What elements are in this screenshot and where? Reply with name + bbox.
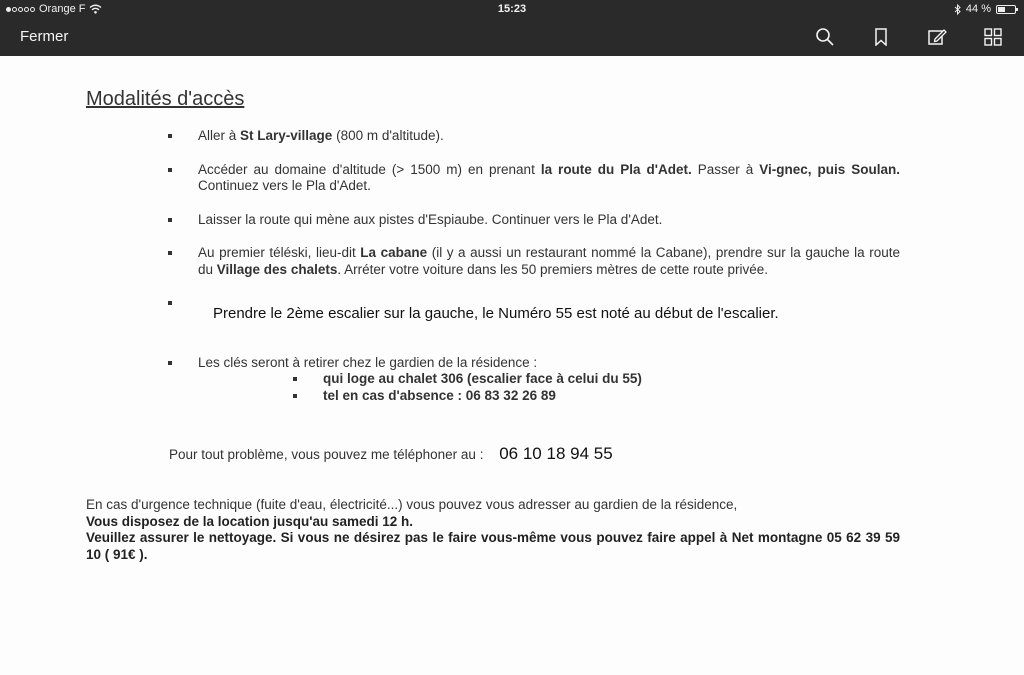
close-button[interactable]: Fermer [20, 28, 69, 45]
step-5-text: Prendre le 2ème escalier sur la gauche, le Numéro 55 est noté au début de l'escalier. [213, 305, 779, 322]
carrier-name: Orange F [39, 3, 86, 15]
step-4-bold: La cabane [360, 245, 428, 260]
step-6-text: Les clés seront à retirer chez le gardien de la résidence : [198, 354, 538, 370]
toolbar-actions [814, 26, 1004, 48]
battery-icon [996, 5, 1016, 14]
steps-list [168, 128, 900, 421]
keys-sublist [198, 371, 900, 404]
bluetooth-icon [954, 4, 961, 15]
footer-notes [86, 497, 900, 563]
edit-icon[interactable] [926, 26, 948, 48]
contact-phone-number: 06 10 18 94 55 [499, 444, 613, 463]
document-page [0, 56, 1024, 675]
contact-line [169, 444, 613, 464]
step-2-text-end: Continuez vers le Pla d'Adet. [198, 178, 371, 193]
search-icon[interactable] [814, 26, 836, 48]
clock: 15:23 [497, 3, 527, 15]
checkout-note: Vous disposez de la location jusqu'au samedi 12 h. [86, 513, 414, 529]
step-1-text-end: (800 m d'altitude). [332, 128, 444, 143]
emergency-note: En cas d'urgence technique (fuite d'eau, électricité...) vous pouvez vous adresser au gardien de la résidence, [86, 497, 738, 512]
step-2 [168, 162, 900, 195]
step-1-bold: St Lary-village [240, 128, 333, 143]
battery-percent: 44 % [965, 3, 991, 15]
step-4-bold-2: Village des chalets [216, 261, 338, 277]
bookmark-icon[interactable] [870, 26, 892, 48]
step-1-text: Aller à [198, 128, 241, 143]
keys-sub-item-1: qui loge au chalet 306 (escalier face à celui du 55) [323, 371, 900, 388]
document-title: Modalités d'accès [86, 88, 245, 110]
contact-text: Pour tout problème, vous pouvez me téléphoner au : [169, 447, 484, 462]
step-2-text: Accéder au domaine d'altitude (> 1500 m) en prenant [198, 161, 541, 177]
step-6 [168, 355, 900, 405]
step-4-text-end: . Arréter votre voiture dans les 50 premiers mètres de cette route privée. [337, 261, 769, 277]
cleaning-note: Veuillez assurer le nettoyage. Si vous ne désirez pas le faire vous-même vous pouvez faire appel à Net montagne 05 62 39 59 10 ( 91€ ). [86, 530, 900, 562]
grid-icon[interactable] [982, 26, 1004, 48]
step-2-text-middle: Passer à [691, 161, 760, 177]
step-3-text: Laisser la route qui mène aux pistes d'Espiaube. Continuer vers le Pla d'Adet. [198, 211, 663, 227]
step-3 [168, 212, 900, 229]
step-5 [168, 306, 900, 323]
step-4 [168, 245, 900, 278]
status-bar [0, 0, 1024, 18]
step-4-text: Au premier téléski, lieu-dit [198, 245, 361, 260]
keys-sub-item-2: tel en cas d'absence : 06 83 32 26 89 [323, 388, 900, 405]
battery-info [954, 3, 1016, 15]
step-1 [168, 128, 900, 145]
step-2-bold-2: Vi-gnec, puis Soulan. [759, 161, 900, 177]
toolbar [0, 18, 1024, 56]
step-2-bold: la route du Pla d'Adet. [540, 161, 692, 177]
step-4-text-middle: (il y a aussi un restaurant nommé la Cabane), prendre sur la gauche la route du [198, 245, 901, 277]
